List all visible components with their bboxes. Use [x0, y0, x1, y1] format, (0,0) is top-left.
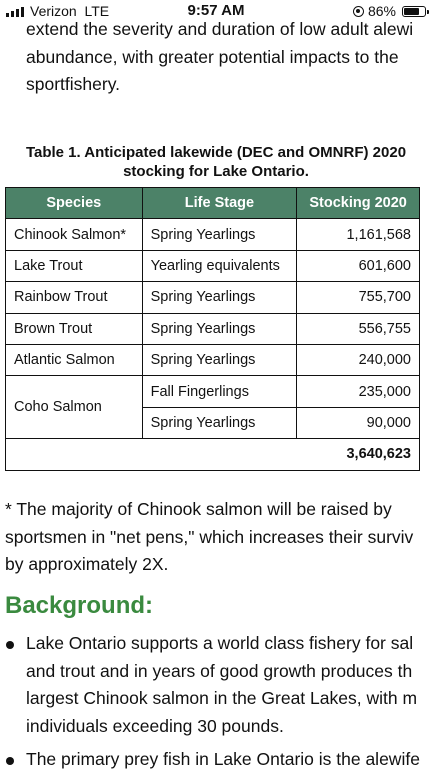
- stage-cell: Spring Yearlings: [142, 407, 297, 438]
- stage-cell: Spring Yearlings: [142, 313, 297, 344]
- clock: 9:57 AM: [187, 2, 245, 19]
- table-row: [6, 282, 420, 313]
- table-row: [6, 344, 420, 375]
- species-cell: Atlantic Salmon: [6, 344, 143, 375]
- bullet-line: individuals exceeding 30 pounds.: [26, 715, 284, 736]
- total-cell: 3,640,623: [6, 439, 420, 470]
- header-species: Species: [6, 188, 143, 219]
- network-type: LTE: [84, 3, 110, 19]
- intro-line: extend the severity and duration of low adult alewi: [26, 19, 414, 39]
- note-line: * The majority of Chinook salmon will be raised by: [5, 499, 392, 519]
- table-total-row: [6, 439, 420, 470]
- header-life-stage: Life Stage: [142, 188, 297, 219]
- bullet-icon: [6, 641, 14, 649]
- count-cell: 240,000: [297, 344, 420, 375]
- header-stocking: Stocking 2020: [297, 188, 420, 219]
- orientation-lock-icon: [353, 6, 364, 17]
- stage-cell: Spring Yearlings: [142, 219, 297, 250]
- count-cell: 1,161,568: [297, 219, 420, 250]
- species-cell: Lake Trout: [6, 250, 143, 281]
- stage-cell: Fall Fingerlings: [142, 376, 297, 407]
- table-caption: [0, 143, 432, 181]
- intro-paragraph: [26, 16, 432, 99]
- note-line: by approximately 2X.: [5, 554, 169, 574]
- table-row: [6, 219, 420, 250]
- bullet-text: [26, 746, 432, 774]
- carrier-name: Verizon: [30, 3, 77, 19]
- intro-line: sportfishery.: [26, 74, 121, 94]
- table-row: [6, 313, 420, 344]
- note-line: sportsmen in "net pens," which increases their surviv: [5, 526, 414, 547]
- footnote-paragraph: [5, 496, 432, 579]
- bullet-text: [26, 630, 432, 740]
- battery-percent: 86%: [367, 3, 396, 19]
- battery-icon: [402, 6, 426, 17]
- count-cell: 556,755: [297, 313, 420, 344]
- stage-cell: Spring Yearlings: [142, 282, 297, 313]
- bullet-line: The primary prey fish in Lake Ontario is the alewife: [26, 749, 420, 769]
- count-cell: 235,000: [297, 376, 420, 407]
- species-cell: Brown Trout: [6, 313, 143, 344]
- bullet-icon: [6, 757, 14, 765]
- intro-line: abundance, with greater potential impacts to the: [26, 46, 399, 67]
- bullet-line: largest Chinook salmon in the Great Lakes, with m: [26, 688, 418, 708]
- count-cell: 601,600: [297, 250, 420, 281]
- caption-line: Table 1. Anticipated lakewide (DEC and OMNRF) 2020: [25, 144, 407, 161]
- bullet-line: Lake Ontario supports a world class fishery for sal: [26, 633, 414, 653]
- table-row: [6, 250, 420, 281]
- species-cell: Chinook Salmon*: [6, 219, 143, 250]
- caption-line: stocking for Lake Ontario.: [123, 163, 309, 180]
- table-header-row: [6, 188, 420, 219]
- table-row: [6, 376, 420, 407]
- stocking-table: [5, 187, 420, 471]
- stage-cell: Yearling equivalents: [142, 250, 297, 281]
- count-cell: 755,700: [297, 282, 420, 313]
- species-cell-coho: Coho Salmon: [6, 376, 143, 439]
- bullet-line: and trout and in years of good growth produces th: [26, 660, 413, 681]
- count-cell: 90,000: [297, 407, 420, 438]
- background-heading: Background:: [5, 592, 154, 619]
- stage-cell: Spring Yearlings: [142, 344, 297, 375]
- species-cell: Rainbow Trout: [6, 282, 143, 313]
